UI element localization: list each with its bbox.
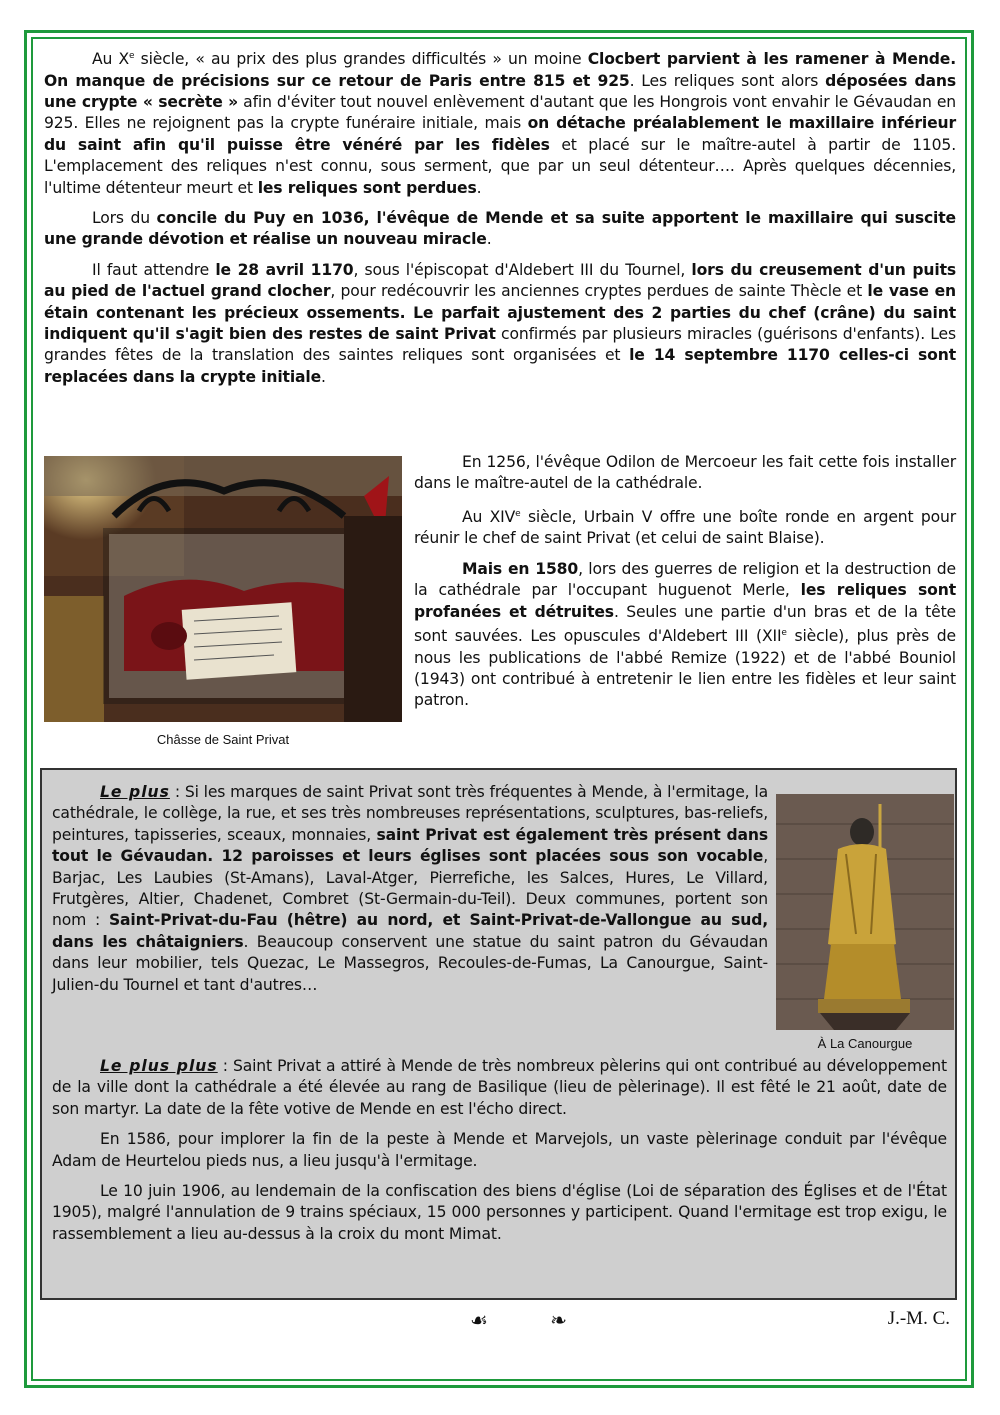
- paragraph-le-plus-plus: [52, 1056, 947, 1120]
- text-run: siècle, Urbain V offre une boîte ronde en argent pour réunir le chef de saint Privat (et celui de saint Blaise).: [414, 508, 956, 548]
- figure-canourgue: [776, 794, 954, 1051]
- text-run: , Barjac, Les Laubies (St-Amans), Laval-Atger, Pierrefiche, les Salces, Hures, Le Villard, Frutgères, Altier, Chadenet, Combret (St-Germain-du-Teil). Deux communes, portent son nom :: [52, 847, 768, 930]
- statue-photo: [776, 794, 954, 1030]
- paragraph-le-plus: [52, 782, 768, 996]
- text-run: afin d'éviter tout nouvel enlèvement d'autant que les Hongrois vont envahir le Gévaudan en 925. Elles ne rejoignent pas la crypte funéraire initiale, mais: [44, 93, 957, 133]
- text-run: le 14 septembre 1170 celles-ci sont replacées dans la crypte initiale: [44, 346, 957, 386]
- author-signature: J.-M. C.: [887, 1308, 950, 1329]
- text-run: .: [486, 230, 492, 249]
- chasse-illustration: [44, 456, 402, 722]
- text-run: En 1256, l'évêque Odilon de Mercoeur les fait cette fois installer dans le maître-autel de la cathédrale.: [414, 453, 956, 493]
- text-run: e: [781, 628, 787, 639]
- paragraph-1586: [52, 1129, 947, 1172]
- le-plus-plus-text: [52, 1056, 947, 1254]
- text-run: , pour redécouvrir les anciennes cryptes perdues de sainte Thècle et: [330, 282, 868, 301]
- text-run: Le 10 juin 1906, au lendemain de la confiscation des biens d'église (Loi de séparation des Églises et de l'État 1905), malgré l'annulation de 9 trains spéciaux, 15 000 personnes y participent. Quand l'ermitage est trop exigu, le rassemblement a lieu au-dessus à la croix du mont Mimat.: [52, 1182, 947, 1243]
- text-run: confirmés par plusieurs miracles (guérisons d'enfants). Les grandes fêtes de la translation des saintes reliques sont organisées et: [44, 325, 956, 365]
- paragraph-1906: [52, 1181, 947, 1245]
- text-run: siècle), plus près de nous les publications de l'abbé Remize (1922) et de l'abbé Bouniol (1943) ont contribué à entretenir le lien entre les fidèles et leur saint patron.: [414, 627, 956, 710]
- paragraph-xive: [414, 504, 956, 550]
- text-run: .: [321, 367, 326, 386]
- text-run: Au XIV: [462, 508, 516, 526]
- paragraph-clocbert: [44, 46, 956, 199]
- text-run: . Seules une partie d'un bras et de la tête sont sauvées. Les opuscules d'Aldebert III (XII: [414, 602, 956, 646]
- le-plus-plus-label: Le plus plus: [100, 1057, 218, 1075]
- le-plus-text: [52, 782, 768, 996]
- figure-chasse: [44, 456, 402, 747]
- text-run: . Beaucoup conservent une statue du saint patron du Gévaudan dans leur mobilier, tels Quezac, Le Massegros, Recoules-de-Fumas, La Canourgue, Saint-Julien-du Tournel et tant d'autres…: [52, 932, 769, 994]
- text-run: Il faut attendre: [92, 260, 216, 279]
- text-run: le vase en étain contenant les précieux ossements. Le parfait ajustement des 2 parties du chef (crâne) du saint indiquent qu'il s'agit bien des restes de saint Privat: [44, 282, 956, 344]
- text-run: les reliques sont profanées et détruites: [414, 581, 956, 621]
- text-run: les reliques sont perdues: [257, 178, 477, 197]
- paragraph-1170: [44, 260, 956, 388]
- text-run: et placé sur le maître-autel à partir de 1105. L'emplacement des reliques n'est connu, sous serment, que par un seul détenteur…. Après quelques décennies, l'ultime détenteur meurt et: [44, 135, 956, 197]
- text-run: Clocbert parvient à les ramener à Mende. On manque de précisions sur ce retour de Paris entre 815 et 925: [44, 50, 956, 90]
- text-run: En 1586, pour implorer la fin de la peste à Mende et Marvejols, un vaste pèlerinage conduit par l'évêque Adam de Heurtelou pieds nus, a lieu jusqu'à l'ermitage.: [52, 1130, 947, 1170]
- text-run: , lors des guerres de religion et la destruction de la cathédrale par l'occupant huguenot Merle,: [414, 559, 956, 600]
- paragraph-1256: [414, 452, 956, 495]
- le-plus-body: [52, 783, 768, 994]
- text-run: lors du creusement d'un puits au pied de l'actuel grand clocher: [44, 260, 956, 301]
- text-run: . Les reliques sont alors: [629, 71, 826, 90]
- statue-illustration: [776, 794, 954, 1030]
- footer-ornament: ☙ ❧: [470, 1308, 596, 1332]
- le-plus-box: [40, 768, 957, 1300]
- text-run: siècle, « au prix des plus grandes difficultés » un moine: [134, 50, 588, 69]
- text-run: Saint-Privat-du-Fau (hêtre) au nord, et Saint-Privat-de-Vallongue au sud, dans les châtaigniers: [52, 911, 768, 951]
- text-run: Au X: [92, 50, 130, 69]
- chasse-caption: Châsse de Saint Privat: [156, 732, 290, 747]
- canourgue-caption: À La Canourgue: [817, 1036, 913, 1051]
- text-run: Mais en 1580: [462, 559, 579, 578]
- text-run: .: [476, 178, 482, 197]
- text-run: déposées dans une crypte « secrète »: [44, 71, 956, 111]
- paragraph-concile: [44, 208, 956, 251]
- text-run: saint Privat est également très présent dans tout le Gévaudan. 12 paroisses et leurs églises sont placées sous son vocable: [52, 825, 768, 866]
- text-run: on détache préalablement le maxillaire inférieur du saint afin qu'il puisse être vénéré par les fidèles: [44, 114, 957, 154]
- text-run: e: [129, 51, 135, 61]
- chasse-photo: [44, 456, 402, 722]
- right-column-text: [414, 452, 956, 721]
- text-run: Lors du: [92, 209, 157, 228]
- text-run: : Si les marques de saint Privat sont très fréquentes à Mende, à l'ermitage, la cathédrale, le collège, la rue, et ses très nombreuses représentations, sculptures, bas-reliefs, peintures, tapisseries, sceaux, monnaies,: [52, 783, 768, 844]
- text-run: e: [515, 508, 521, 519]
- text-run: le 28 avril 1170: [215, 260, 354, 279]
- text-run: concile du Puy en 1036, l'évêque de Mende et sa suite apportent le maxillaire qui suscite une grande dévotion et réalise un nouveau miracle: [44, 209, 956, 249]
- text-run: : Saint Privat a attiré à Mende de très nombreux pèlerins qui ont contribué au développement de la ville dont la cathédrale a été élevée au rang de Basilique (lieu de pèlerinage). Il est fêté le 21 août, date de son martyr. La date de la fête votive de Mende en est l'écho direct.: [52, 1057, 948, 1118]
- le-plus-label: Le plus: [100, 783, 170, 801]
- top-text: [44, 46, 956, 397]
- text-run: , sous l'épiscopat d'Aldebert III du Tournel,: [353, 260, 692, 279]
- paragraph-1580: [414, 559, 956, 712]
